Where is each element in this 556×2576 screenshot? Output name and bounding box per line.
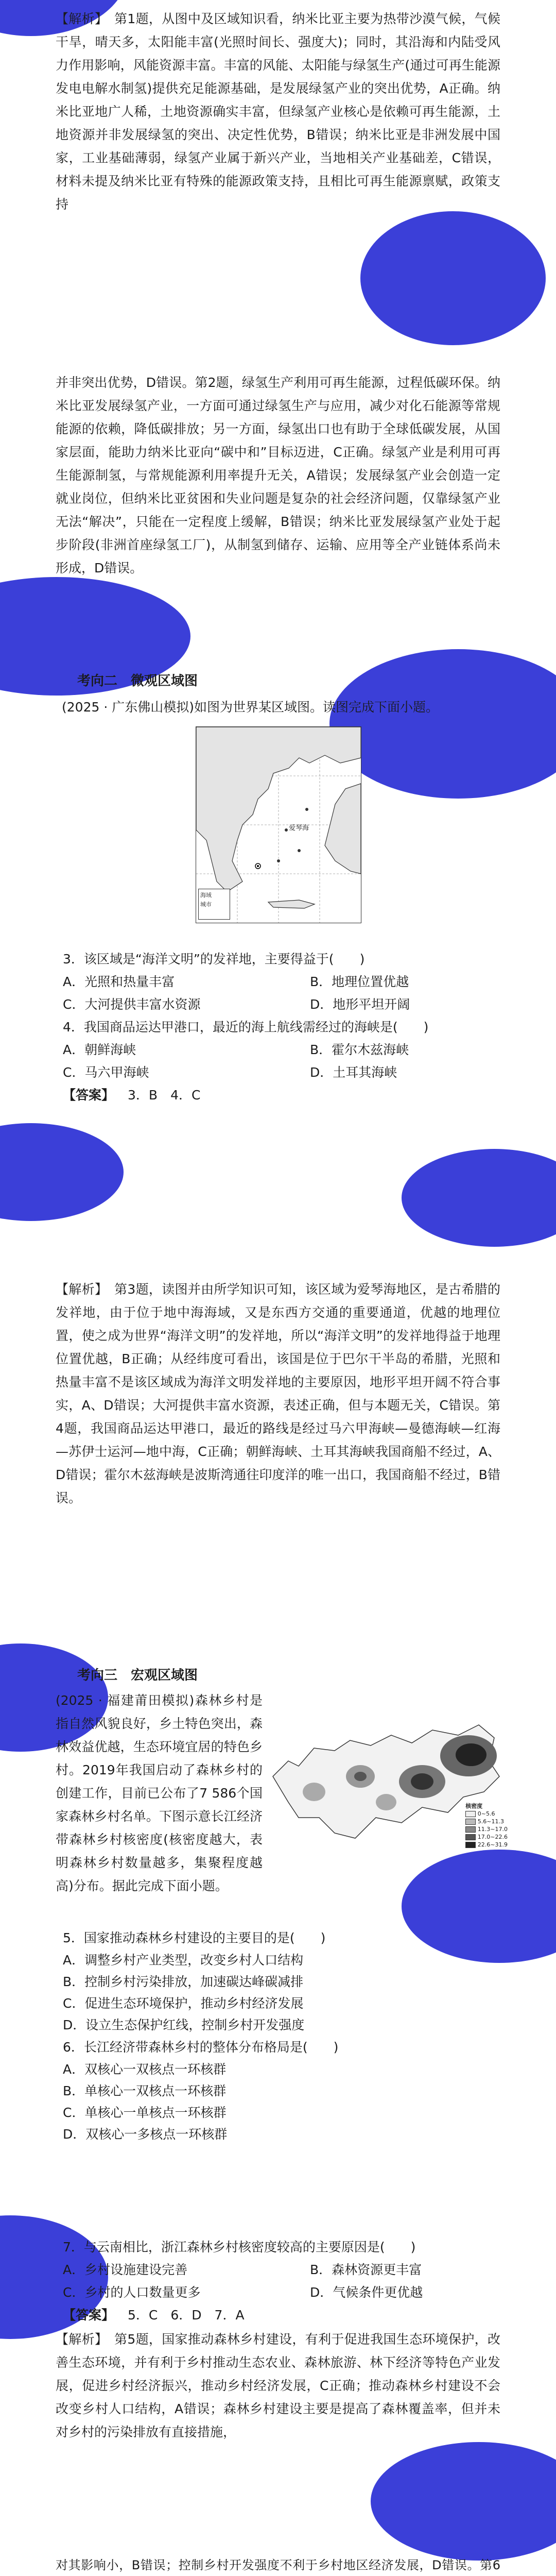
answer-values: 3．B 4．C [128, 1088, 201, 1103]
legend-row [465, 1810, 508, 1818]
question-7-stem: 7．与云南相比，浙江森林乡村核密度较高的主要原因是( ) [63, 2240, 416, 2255]
decorative-blob [402, 1149, 556, 1247]
analysis-paragraph: 对其影响小，B错误；控制乡村开发强度不利于乡村地区经济发展，D错误。第6 [56, 2558, 500, 2572]
option-a[interactable]: A．调整乡村产业类型，改变乡村人口结构 [63, 1953, 304, 1968]
question-source: (2025 · 福建莆田模拟)森林乡村是指自然风貌良好，乡土特色突出，森林效益优越，生态环境宜居的特色乡村。2019年我国启动了森林乡村的创建工作，目前已公布了7 586个国家森林乡村名单。下图示意长江经济带森林乡村核密度(核密度越大，表明森林乡村数量越多，集聚程度越高)分布。据此完成下面小题。 [56, 1693, 263, 1893]
decorative-blob [371, 2442, 556, 2561]
option-d[interactable]: D．设立生态保护红线，控制乡村开发强度 [63, 2018, 305, 2032]
question-4-options [0, 1039, 556, 1084]
question-5-options [0, 1950, 556, 2036]
option-d[interactable]: D．气候条件更优越 [310, 2285, 423, 2300]
question-6-options [0, 2059, 556, 2145]
question-block-macro [0, 1664, 556, 2142]
legend-item: 海域 [200, 892, 212, 899]
question-7-options [0, 2259, 556, 2304]
option-c[interactable]: C．马六甲海峡 [63, 1065, 149, 1080]
answer-line [0, 1084, 556, 1107]
option-d[interactable]: D．双核心一多核点一环核群 [63, 2127, 228, 2142]
option-a[interactable]: A．朝鲜海峡 [63, 1042, 136, 1057]
option-a[interactable]: A．双核心一双核点一环核群 [63, 2062, 227, 2077]
answer-values: 5．C 6．D 7．A [128, 2308, 245, 2323]
yangtze-density-map [268, 1699, 510, 1854]
option-a[interactable]: A．光照和热量丰富 [63, 974, 175, 989]
question-3-options [0, 971, 556, 1016]
question-4-stem: 4．我国商品运达甲港口，最近的海上航线需经过的海峡是( ) [63, 1020, 429, 1035]
option-b[interactable]: B．森林资源更丰富 [310, 2262, 422, 2277]
aegean-map [196, 726, 361, 923]
legend-row [465, 1833, 508, 1841]
legend-range: 0~5.6 [477, 1810, 495, 1817]
map-sea-label: 爱琴海 [289, 824, 309, 832]
legend-range: 5.6~11.3 [477, 1818, 504, 1825]
question-5-stem: 5．国家推动森林乡村建设的主要目的是( ) [63, 1930, 326, 1945]
map-legend [198, 889, 230, 920]
option-b[interactable]: B．地理位置优越 [310, 974, 409, 989]
legend-row [465, 1818, 508, 1825]
legend-range: 22.6~31.9 [477, 1841, 508, 1848]
legend-item: 城市 [200, 901, 212, 908]
analysis-paragraph: 【解析】 第1题，从图中及区域知识看，纳米比亚主要为热带沙漠气候，气候干旱，晴天多，太阳能丰富(光照时间长、强度大)；同时，其沿海和内陆受风力作用影响，风能资源丰富。丰富的风能、太阳能与绿氢生产(通过可再生能源发电电解水制氢)提供充足能源基础，是发展绿氢产业的突出优势，A正确。纳米比亚地广人稀，土地资源确实丰富，但绿氢产业核心是依赖可再生能源，土地资源并非发展绿氢的突出、决定性优势，B错误；纳米比亚是非洲发展中国家，工业基础薄弱，绿氢产业属于新兴产业，当地相关产业基础差，C错误，材料未提及纳米比亚有特殊的能源政策支持，且相比可再生能源禀赋，政策支持 [56, 11, 500, 212]
question-3-stem: 3．该区域是“海洋文明”的发祥地，主要得益于( ) [63, 952, 365, 967]
option-c[interactable]: C．促进生态环境保护，推动乡村经济发展 [63, 1996, 304, 2011]
option-c[interactable]: C．大河提供丰富水资源 [63, 997, 201, 1012]
question-6-stem: 6．长江经济带森林乡村的整体分布格局是( ) [63, 2040, 339, 2055]
section-heading: 考向二 微观区域图 [77, 673, 198, 689]
decorative-blob [360, 211, 546, 345]
option-a[interactable]: A．乡村设施建设完善 [63, 2262, 188, 2277]
density-legend [465, 1802, 508, 1849]
answer-label: 【答案】 [63, 2308, 115, 2323]
option-c[interactable]: C．乡村的人口数量更多 [63, 2285, 201, 2300]
analysis-section-3 [0, 1278, 556, 1510]
section-heading: 考向三 宏观区域图 [77, 1668, 198, 1683]
analysis-section-4 [0, 2555, 556, 2576]
option-d[interactable]: D．土耳其海峡 [310, 1065, 397, 1080]
option-b[interactable]: B．单核心一双核点一环核群 [63, 2083, 227, 2098]
legend-title: 核密度 [465, 1803, 483, 1809]
decorative-blob [0, 1123, 124, 1221]
analysis-paragraph: 并非突出优势，D错误。第2题，绿氢生产利用可再生能源，过程低碳环保。纳米比亚发展绿氢产业，一方面可通过绿氢生产与应用，减少对化石能源等常规能源的依赖，降低碳排放；另一方面，绿氢出口也有助于全球低碳发展，从国家层面，能助力纳米比亚向“碳中和”目标迈进，C正确。绿氢产业是利用可再生能源制氢，与常规能源利用率提升无关，A错误；发展绿氢产业会创造一定就业岗位，但纳米比亚贫困和失业问题是复杂的社会经济问题，仅靠绿氢产业无法“解决”，只能在一定程度上缓解，B错误；纳米比亚发展绿氢产业处于起步阶段(非洲首座绿氢工厂)，从制氢到储存、运输、应用等全产业链体系尚未形成，D错误。 [56, 375, 500, 575]
legend-range: 11.3~17.0 [477, 1826, 508, 1833]
analysis-section-1 [0, 7, 556, 216]
question-block-7 [0, 2236, 556, 2444]
answer-label: 【答案】 [63, 1088, 115, 1103]
question-source: (2025 · 广东佛山模拟)如图为世界某区域图。读图完成下面小题。 [62, 700, 439, 715]
analysis-paragraph: 【解析】 第5题，国家推动森林乡村建设，有利于促进我国生态环境保护，改善生态环境，并有利于乡村推动生态农业、森林旅游、林下经济等特色产业发展，促进乡村经济振兴，推动乡村经济发展，C正确；推动森林乡村建设不会改变乡村人口结构，A错误；森林乡村建设主要是提高了森林覆盖率，但并未对乡村的污染排放有直接措施， [56, 2332, 500, 2439]
option-b[interactable]: B．霍尔木兹海峡 [310, 1042, 409, 1057]
question-block-micro [0, 670, 556, 1103]
legend-row [465, 1841, 508, 1849]
analysis-paragraph: 【解析】 第3题，读图并由所学知识可知，该区域为爱琴海地区，是古希腊的发祥地，由于位于地中海海域，又是东西方交通的重要通道，优越的地理位置，使之成为世界“海洋文明”的发祥地，所以“海洋文明”的发祥地得益于地理位置优越，B正确；从经纬度可看出，该国是位于巴尔干半岛的希腊，光照和热量丰富不是该区域成为海洋文明发祥地的主要原因，地形平坦开阔不符合事实，A、D错误；大河提供丰富水资源，表述正确，但与本题无关，C错误。第4题，我国商品运达甲港口，最近的路线是经过马六甲海峡—曼德海峡—红海—苏伊士运河—地中海，C正确；朝鲜海峡、土耳其海峡我国商船不经过，A、D错误；霍尔木兹海峡是波斯湾通往印度洋的唯一出口，我国商船不经过，B错误。 [56, 1282, 500, 1505]
answer-line [0, 2304, 556, 2327]
option-b[interactable]: B．控制乡村污染排放，加速碳达峰碳减排 [63, 1974, 304, 1989]
legend-range: 17.0~22.6 [477, 1834, 508, 1840]
option-c[interactable]: C．单核心一单核点一环核群 [63, 2105, 227, 2120]
legend-row [465, 1825, 508, 1833]
option-d[interactable]: D．地形平坦开阔 [310, 997, 410, 1012]
analysis-section-2 [0, 371, 556, 580]
